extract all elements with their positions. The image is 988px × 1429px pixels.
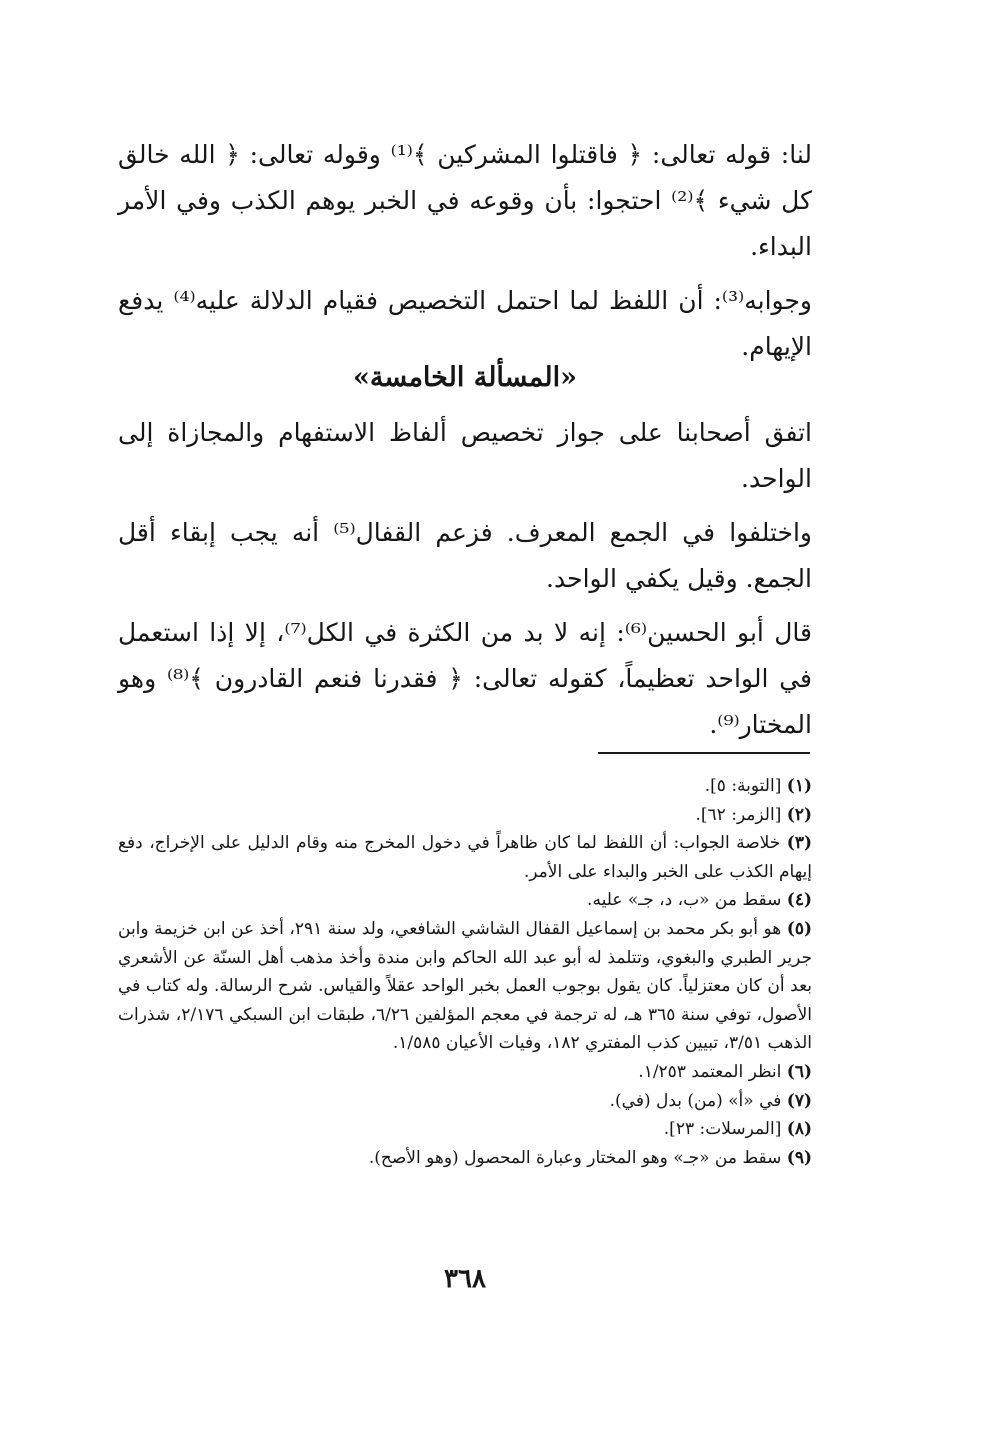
footnote-item: (٤) سقط من «ب، د، جـ» عليه.	[587, 890, 812, 911]
footnote-item: (٨) [المرسلات: ٢٣].	[663, 1119, 812, 1140]
footnote-item: (٣) خلاصة الجواب: أن اللفظ لما كان ظاهراً في دخول المخرج منه وقام الدليل على الإخراج، دفع إيهام الكذب على الخبر والبداء على الأمر.	[118, 833, 813, 882]
paragraph-1: لنا: قوله تعالى: ﴿ فاقتلوا المشركين ﴾⁽¹⁾ وقوله تعالى: ﴿ الله خالق كل شيء ﴾⁽²⁾ احتجوا: بأن وقوعه في الخبر يوهم الكذب وفي الأمر البداء.	[118, 140, 812, 261]
section-heading: «المسألة الخامسة»	[353, 362, 577, 393]
footnote-item: (٢) [الزمر: ٦٢].	[695, 804, 812, 825]
body-text-top	[118, 132, 812, 378]
footnotes	[118, 772, 812, 1172]
footnote-item: (٥) هو أبو بكر محمد بن إسماعيل القفال الشاشي الشافعي، ولد سنة ٢٩١، أخذ عن ابن خزيمة وابن جرير الطبري والبغوي، وتتلمذ له أبو عبد الله الحاكم وابن مندة وأخذ مذهب أهل السنّة عن الأشعري بعد أن كان معتزلياً. كان يقول بوجوب العمل بخبر الواحد عقلاً والقياس. شرح الرسالة. وله كتاب في الأصول، توفي سنة ٣٦٥ هـ، له ترجمة في معجم المؤلفين ٦/٢٦، طبقات ابن السبكي ٢/١٧٦، شذرات الذهب ٣/٥١، تبيين كذب المفتري ١٨٢، وفيات الأعيان ١/٥٨٥.	[118, 918, 813, 1054]
body-text-bottom	[118, 410, 812, 756]
footnote-item: (١) [التوبة: ٥].	[704, 776, 812, 796]
paragraph-4: واختلفوا في الجمع المعرف. فزعم القفال⁽⁵⁾ أنه يجب إبقاء أقل الجمع. وقيل يكفي الواحد.	[118, 518, 812, 593]
footnote-item: (٧) في «أ» (من) بدل (في).	[609, 1090, 812, 1111]
footnote-separator	[598, 752, 810, 754]
paragraph-2: وجوابه⁽³⁾: أن اللفظ لما احتمل التخصيص فقيام الدلالة عليه⁽⁴⁾ يدفع الإيهام.	[118, 286, 812, 361]
paragraph-5: قال أبو الحسين⁽⁶⁾: إنه لا بد من الكثرة في الكل⁽⁷⁾، إلا إذا استعمل في الواحد تعظيماً، كقوله تعالى: ﴿ فقدرنا فنعم القادرون ﴾⁽⁸⁾ وهو المختار⁽⁹⁾.	[118, 618, 812, 739]
footnote-item: (٩) سقط من «جـ» وهو المختار وعبارة المحصول (وهو الأصح).	[368, 1147, 812, 1168]
page-number: ٣٦٨	[444, 1264, 486, 1294]
paragraph-3: اتفق أصحابنا على جواز تخصيص ألفاظ الاستفهام والمجازاة إلى الواحد.	[118, 418, 812, 493]
footnote-item: (٦) انظر المعتمد ١/٢٥٣.	[638, 1061, 812, 1082]
